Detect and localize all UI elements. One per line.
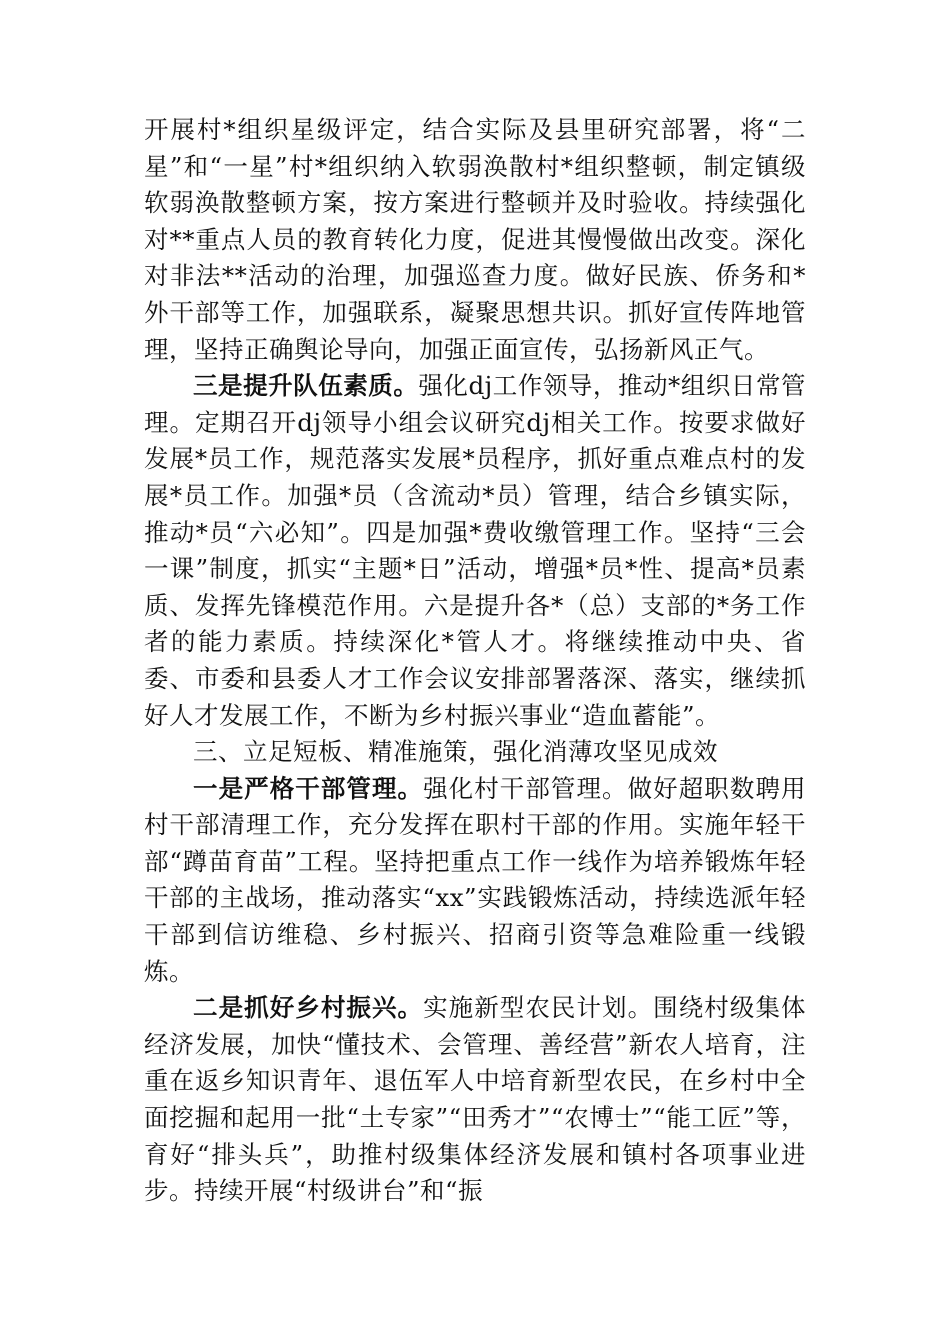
paragraph-2-lead: 三是提升队伍素质。 <box>193 371 419 401</box>
paragraph-2 <box>144 368 806 734</box>
paragraph-1-text: 开展村*组织星级评定，结合实际及县里研究部署，将“二星”和“一星”村*组织纳入软弱涣散村*组织整顿，制定镇级软弱涣散整顿方案，按方案进行整顿并及时验收。持续强化对**重点人员的教育转化力度，促进其慢慢做出改变。深化对非法**活动的治理，加强巡查力度。做好民族、侨务和*外干部等工作，加强联系，凝聚思想共识。抓好宣传阵地管理，坚持正确舆论导向，加强正面宣传，弘扬新风正气。 <box>144 115 806 364</box>
paragraph-4-text: 实施新型农民计划。围绕村级集体经济发展，加快“懂技术、会管理、善经营”新农人培育，注重在返乡知识青年、退伍军人中培育新型农民，在乡村中全面挖掘和起用一批“土专家”“田秀才”“农博士”“能工匠”等，育好“排头兵”，助推村级集体经济发展和镇村各项事业进步。持续开展“村级讲台”和“振 <box>144 993 807 1206</box>
paragraph-4 <box>144 990 806 1210</box>
document-page <box>144 112 806 1210</box>
paragraph-4-lead: 二是抓好乡村振兴。 <box>193 993 424 1023</box>
paragraph-1 <box>144 112 806 368</box>
paragraph-2-text: 强化dj工作领导，推动*组织日常管理。定期召开dj领导小组会议研究dj相关工作。按要求做好发展*员工作，规范落实发展*员程序，抓好重点难点村的发展*员工作。加强*员（含流动*员）管理，结合乡镇实际，推动*员“六必知”。四是加强*费收缴管理工作。坚持“三会一课”制度，抓实“主题*日”活动，增强*员*性、提高*员素质、发挥先锋模范作用。六是提升各*（总）支部的*务工作者的能力素质。持续深化*管人才。将继续推动中央、省委、市委和县委人才工作会议安排部署落深、落实，继续抓好人才发展工作，不断为乡村振兴事业“造血蓄能”。 <box>144 371 807 730</box>
paragraph-3 <box>144 771 806 991</box>
paragraph-3-text: 强化村干部管理。做好超职数聘用村干部清理工作，充分发挥在职村干部的作用。实施年轻干部“蹲苗育苗”工程。坚持把重点工作一线作为培养锻炼年轻干部的主战场，推动落实“xx”实践锻炼活动，持续选派年轻干部到信访维稳、乡村振兴、招商引资等急难险重一线锻炼。 <box>144 773 807 986</box>
paragraph-3-lead: 一是严格干部管理。 <box>193 773 424 803</box>
section-heading: 三、立足短板、精准施策，强化消薄攻坚见成效 <box>193 737 718 767</box>
